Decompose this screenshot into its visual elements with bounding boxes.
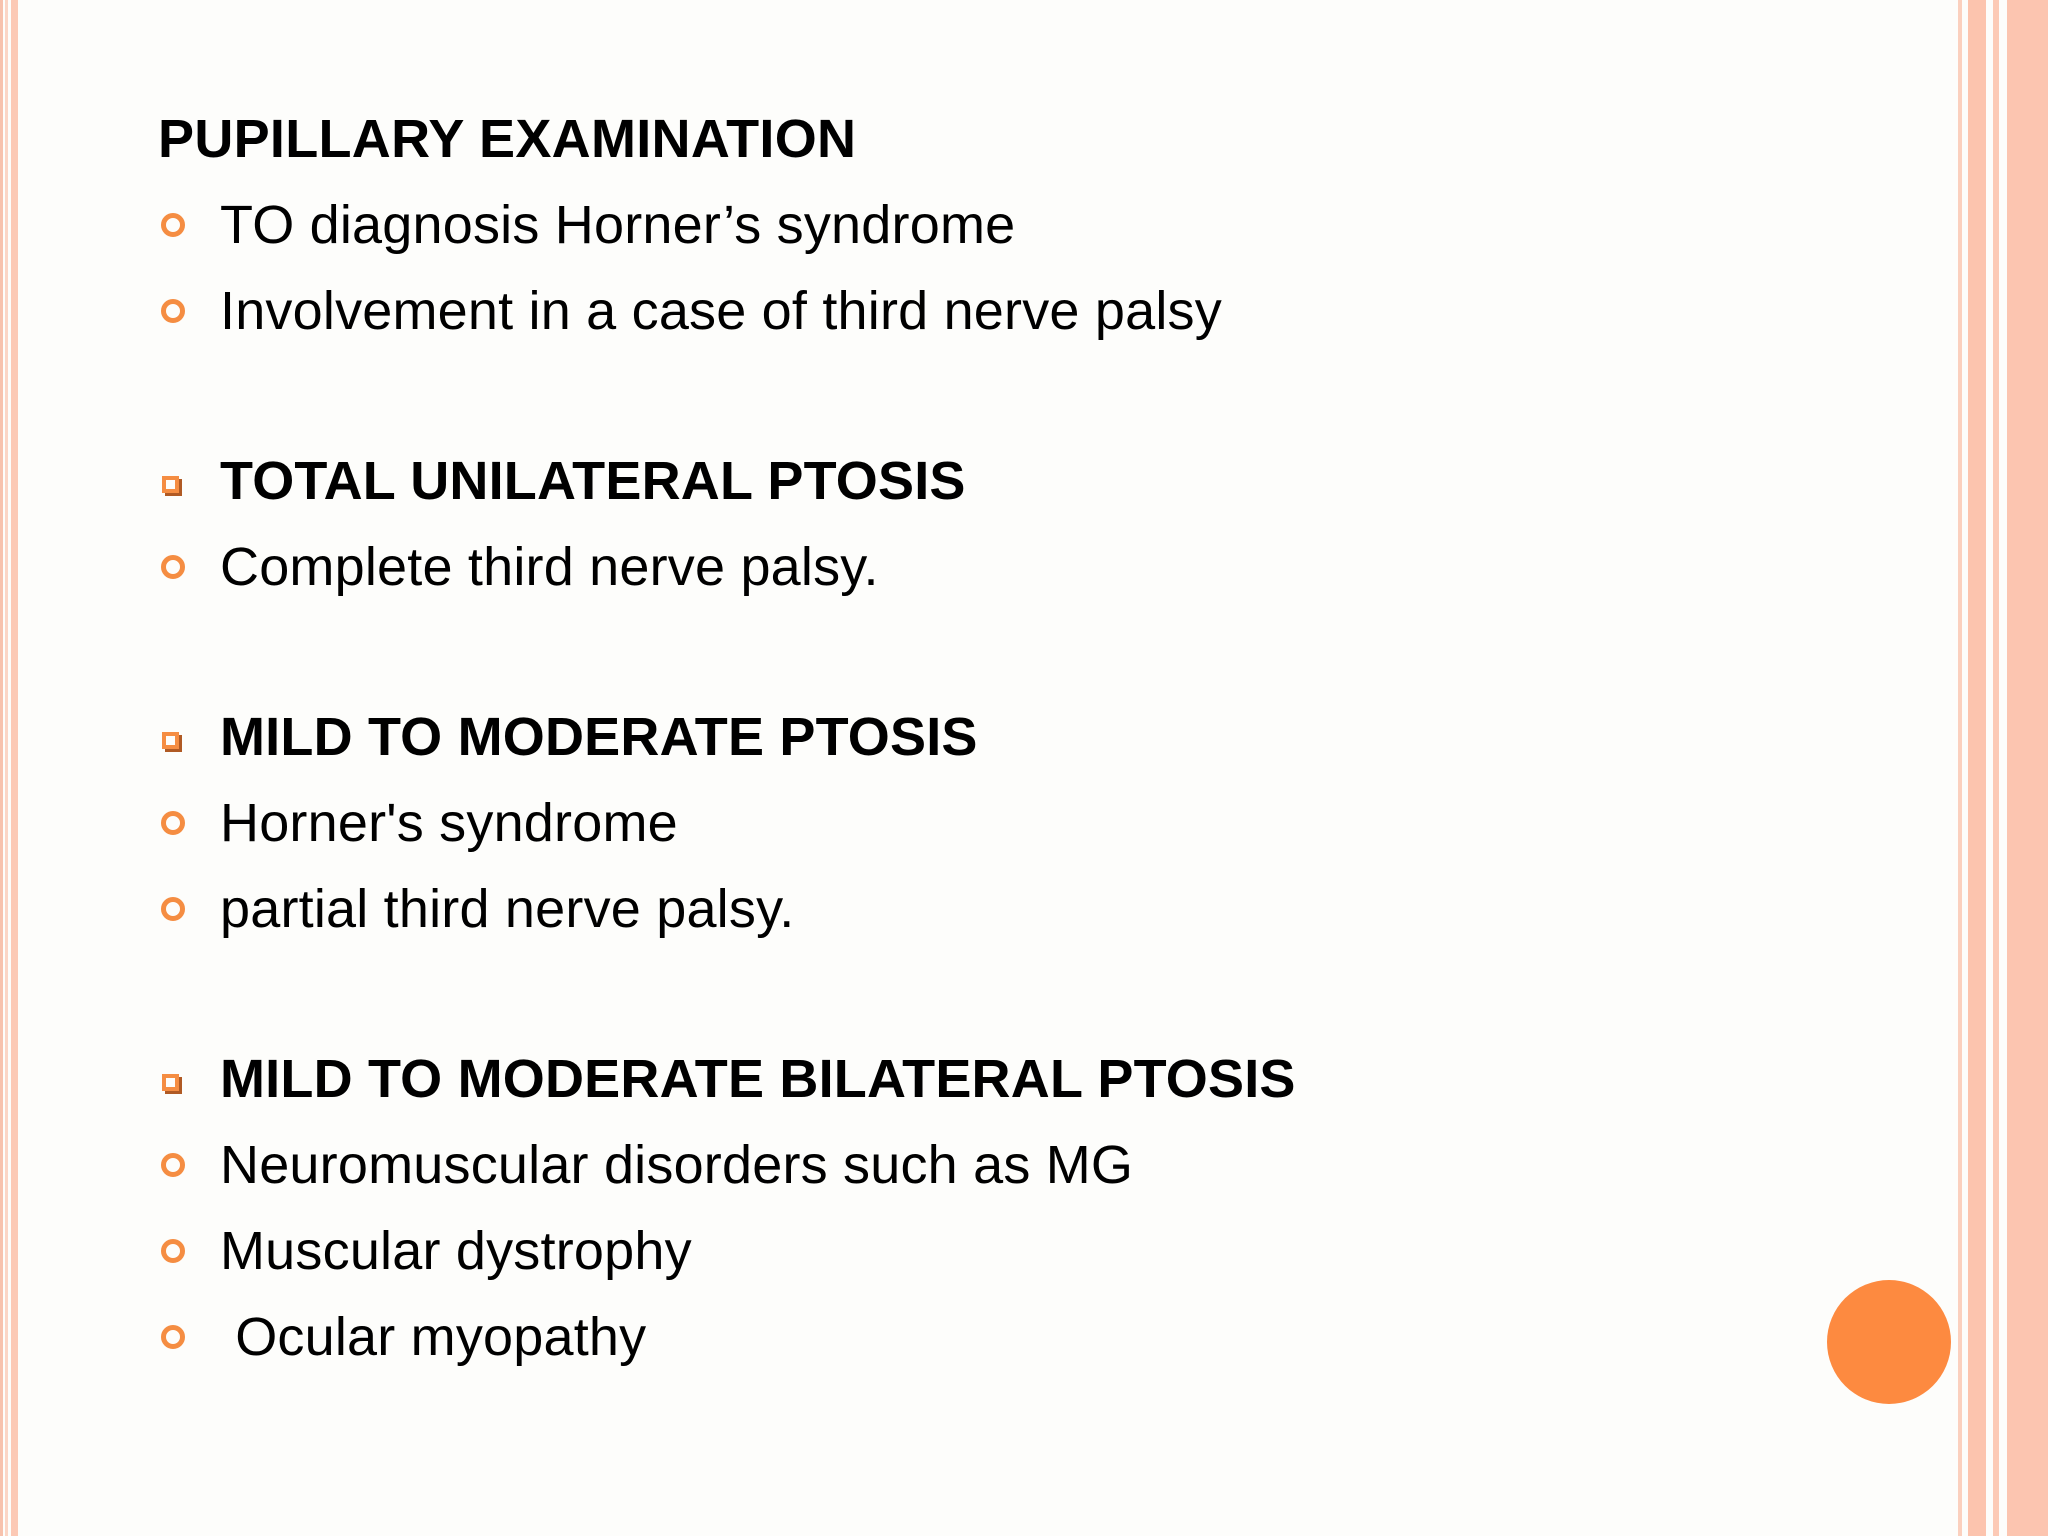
left-border-stripe	[0, 0, 3, 1536]
bullet-text: Complete third nerve palsy.	[220, 537, 879, 597]
circle-bullet-icon	[161, 1153, 185, 1177]
left-border-stripe	[11, 0, 18, 1536]
bullet-text: Neuromuscular disorders such as MG	[220, 1135, 1134, 1195]
bullet-item	[158, 866, 1918, 952]
right-border-stripe	[1958, 0, 1962, 1536]
slide-content	[158, 96, 1918, 1380]
circle-bullet-icon	[161, 1325, 185, 1349]
circle-bullet-icon	[161, 897, 185, 921]
bullet-text: Ocular myopathy	[220, 1307, 647, 1367]
square-bullet-icon	[162, 732, 179, 749]
bullet-item	[158, 1294, 1918, 1380]
left-border-stripe	[5, 0, 8, 1536]
section-heading-text: MILD TO MODERATE PTOSIS	[220, 707, 978, 767]
circle-bullet-icon	[161, 811, 185, 835]
circle-bullet-icon	[161, 555, 185, 579]
square-bullet-icon	[162, 1074, 179, 1091]
right-border-stripe	[1993, 0, 1999, 1536]
section-heading	[158, 1036, 1918, 1122]
bullet-item	[158, 524, 1918, 610]
right-border-stripe	[1968, 0, 1986, 1536]
section-heading	[158, 438, 1918, 524]
bullet-item	[158, 780, 1918, 866]
section-heading-text: MILD TO MODERATE BILATERAL PTOSIS	[220, 1049, 1296, 1109]
square-bullet-icon	[162, 476, 179, 493]
bullet-item	[158, 1208, 1918, 1294]
orange-circle-decoration	[1827, 1280, 1951, 1404]
bullet-item	[158, 182, 1918, 268]
bullet-item	[158, 268, 1918, 354]
bullet-text: Involvement in a case of third nerve palsy	[220, 281, 1222, 341]
bullet-text: TO diagnosis Horner’s syndrome	[220, 195, 1016, 255]
circle-bullet-icon	[161, 213, 185, 237]
circle-bullet-icon	[161, 299, 185, 323]
section-heading-text: TOTAL UNILATERAL PTOSIS	[220, 451, 966, 511]
bullet-text: partial third nerve palsy.	[220, 879, 795, 939]
right-border-stripe	[2007, 0, 2048, 1536]
slide-title: PUPILLARY EXAMINATION	[158, 109, 857, 169]
bullet-item	[158, 1122, 1918, 1208]
bullet-text: Muscular dystrophy	[220, 1221, 692, 1281]
circle-bullet-icon	[161, 1239, 185, 1263]
section-heading	[158, 694, 1918, 780]
bullet-text: Horner's syndrome	[220, 793, 678, 853]
